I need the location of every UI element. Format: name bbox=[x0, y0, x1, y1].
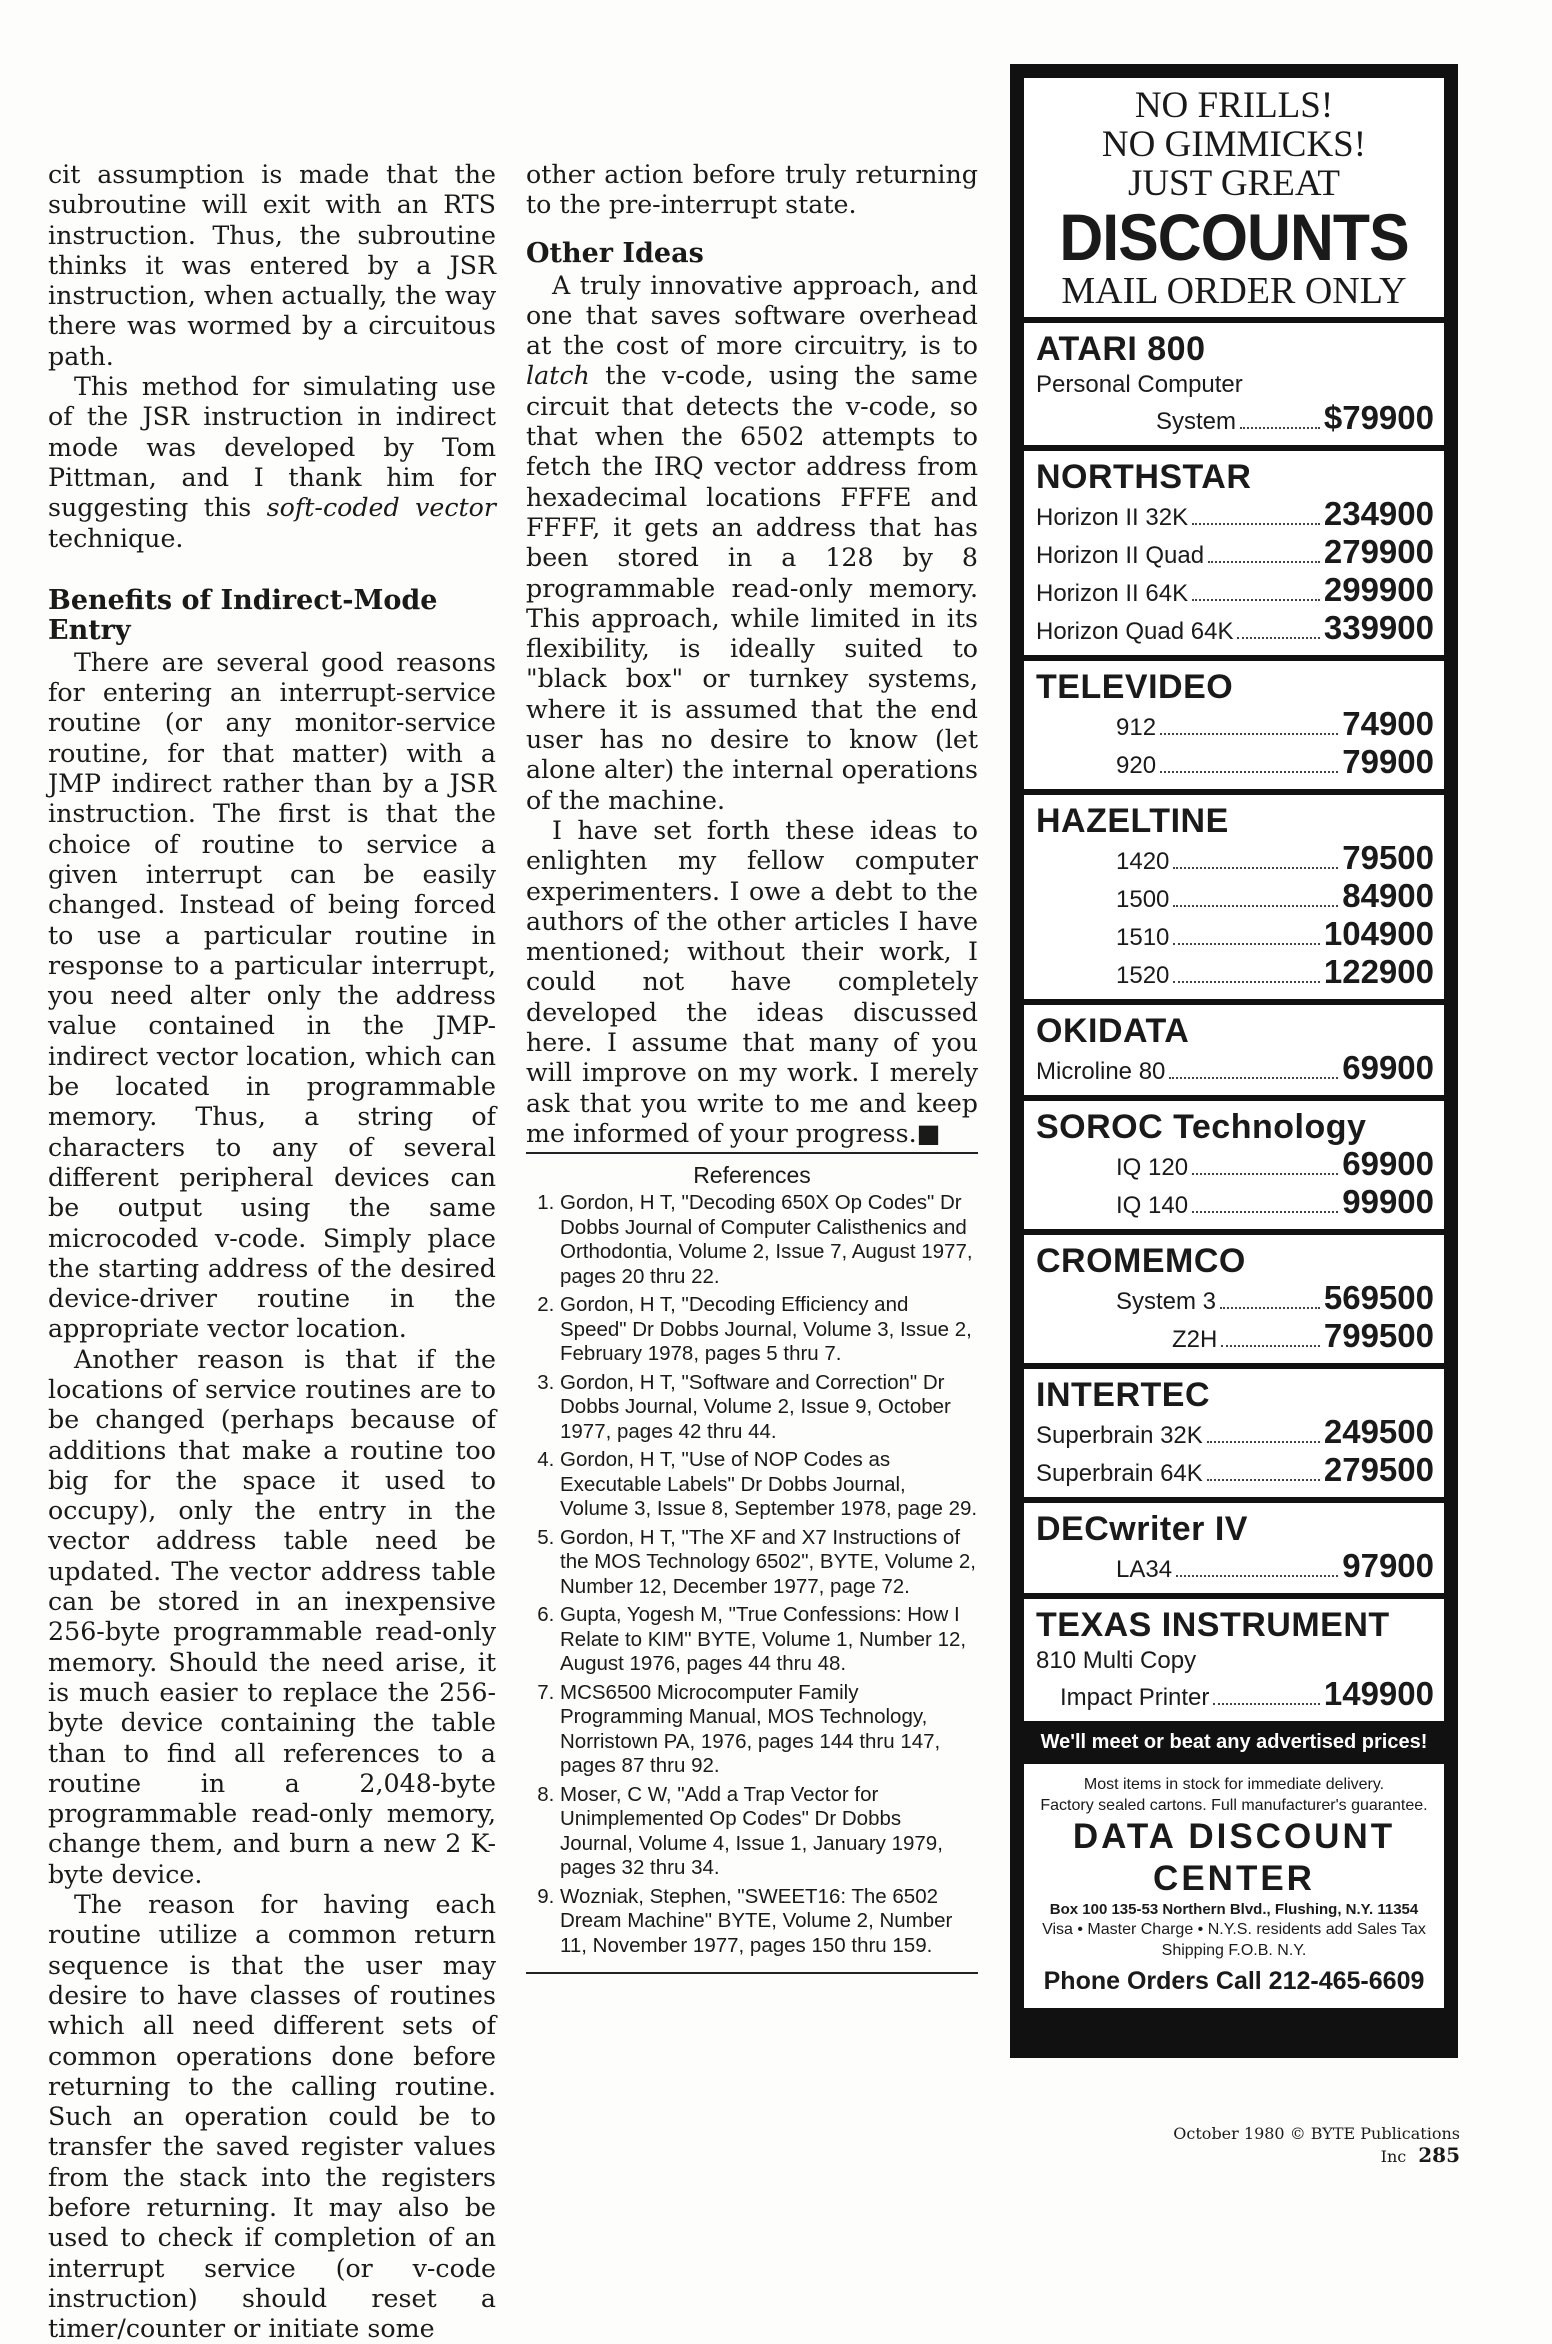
reference-item: 2. Gordon, H T, "Decoding Efficiency and Speed" Dr Dobbs Journal, Volume 3, Issue 2, February 1978, pages 5 thru 7. bbox=[560, 1293, 978, 1367]
ad-headline: NO FRILLS! bbox=[1134, 85, 1334, 126]
brand-okidata bbox=[1024, 1005, 1444, 1095]
paragraph: I have set forth these ideas to enlighten my fellow computer experimenters. I owe a debt to the authors of the other articles I have mentioned; without their work, I could not have completely developed the ideas discussed here. I assume that many of you will improve on my work. I merely ask that you write to me and keep me informed of your progress.■ bbox=[526, 815, 978, 1148]
paragraph: Another reason is that if the locations of service routines are to be changed (perhaps because of additions that make a routine too big for the space it used to occupy), only the entry in the vector address table need be updated. The vector address table can be stored in an inexpensive 256-byte programmable read-only memory. Should the need arise, it is much easier to replace the 256-byte device containing the table than to find all references to a routine in a 2,048-byte programmable read-only memory, change them, and burn a new 2 K-byte device. bbox=[48, 1344, 496, 1889]
brand-name: TEXAS INSTRUMENT bbox=[1036, 1606, 1390, 1644]
publication-line: October 1980 © BYTE Publications Inc bbox=[1173, 2124, 1460, 2166]
ad-headline: NO GIMMICKS! bbox=[1101, 124, 1367, 165]
ad-header bbox=[1024, 78, 1444, 317]
ad-mail-order: MAIL ORDER ONLY bbox=[1061, 270, 1407, 312]
price-line: IQ 120 69900 bbox=[1116, 1145, 1434, 1182]
paragraph: other action before truly returning to the pre-interrupt state. bbox=[526, 160, 978, 220]
brand-name: OKIDATA bbox=[1036, 1012, 1190, 1050]
price-line: 1500 84900 bbox=[1116, 877, 1434, 914]
reference-item: 9. Wozniak, Stephen, "SWEET16: The 6502 Dream Machine" BYTE, Volume 2, Number 11, November 1977, pages 150 thru 159. bbox=[560, 1885, 978, 1959]
brand-name: DECwriter IV bbox=[1036, 1510, 1248, 1548]
price-line: Superbrain 64K 279500 bbox=[1036, 1451, 1434, 1488]
reference-item: 7. MCS6500 Microcomputer Family Programming Manual, MOS Technology, Norristown PA, 1976, pages 144 thru 147, pages 87 thru 92. bbox=[560, 1681, 978, 1779]
sealed-note: Factory sealed cartons. Full manufacturer's guarantee. bbox=[1040, 1797, 1428, 1814]
paragraph: cit assumption is made that the subroutine will exit with an RTS instruction. Thus, the subroutine thinks it was entered by a JSR instruction, when actually, the way there was wormed by a circuitous path. bbox=[48, 160, 496, 371]
section-heading: Other Ideas bbox=[526, 237, 704, 269]
price-line: Microline 80 69900 bbox=[1036, 1049, 1434, 1086]
price-line: Horizon II 32K 234900 bbox=[1036, 495, 1434, 532]
price-line: 1420 79500 bbox=[1116, 839, 1434, 876]
references-title: References bbox=[693, 1162, 811, 1188]
reference-item: 5. Gordon, H T, "The XF and X7 Instructions of the MOS Technology 6502", BYTE, Volume 2, Number 12, December 1977, page 72. bbox=[560, 1526, 978, 1600]
price-line: Z2H 799500 bbox=[1172, 1317, 1434, 1354]
dealer-info bbox=[1024, 1764, 1444, 2008]
brand-name: ATARI 800 bbox=[1036, 330, 1206, 368]
phone-orders: Phone Orders Call 212-465-6609 bbox=[1043, 1967, 1425, 1995]
payment-note: Visa • Master Charge • N.Y.S. residents add Sales Tax bbox=[1042, 1921, 1426, 1938]
reference-item: 4. Gordon, H T, "Use of NOP Codes as Executable Labels" Dr Dobbs Journal, Volume 3, Issue 8, September 1978, page 29. bbox=[560, 1448, 978, 1522]
price-line: Impact Printer 149900 bbox=[1060, 1675, 1434, 1712]
advertisement bbox=[1010, 64, 1458, 2058]
dealer-name: DATA DISCOUNT CENTER bbox=[1072, 1817, 1396, 1898]
price-line: 1520 122900 bbox=[1116, 953, 1434, 990]
brand-decwriter bbox=[1024, 1503, 1444, 1593]
page-number: 285 bbox=[1418, 2143, 1460, 2167]
end-mark: ■ bbox=[916, 1118, 941, 1148]
ad-discounts: DISCOUNTS bbox=[1059, 200, 1409, 274]
brand-cromemco bbox=[1024, 1235, 1444, 1363]
brand-intertec bbox=[1024, 1369, 1444, 1497]
dealer-address: Box 100 135-53 Northern Blvd., Flushing, N.Y. 11354 bbox=[1049, 1901, 1419, 1918]
page-footer bbox=[1100, 2124, 1460, 2167]
reference-item: 1. Gordon, H T, "Decoding 650X Op Codes" Dr Dobbs Journal of Computer Calisthenics and Orthodontia, Volume 2, Issue 7, August 1977, pages 20 thru 22. bbox=[560, 1191, 978, 1289]
price-line: IQ 140 99900 bbox=[1116, 1183, 1434, 1220]
price-line: Superbrain 32K 249500 bbox=[1036, 1413, 1434, 1450]
brand-name: INTERTEC bbox=[1036, 1376, 1210, 1414]
price-line: Horizon II Quad 279900 bbox=[1036, 533, 1434, 570]
shipping-note: Shipping F.O.B. N.Y. bbox=[1161, 1942, 1307, 1959]
article-column-2 bbox=[526, 160, 978, 1149]
meet-or-beat-banner: We'll meet or beat any advertised prices! bbox=[1024, 1727, 1444, 1764]
brand-name: CROMEMCO bbox=[1036, 1242, 1246, 1280]
price-line: LA34 97900 bbox=[1116, 1547, 1434, 1584]
section-heading: Benefits of Indirect-Mode Entry bbox=[48, 584, 438, 646]
brand-hazeltine bbox=[1024, 795, 1444, 999]
paragraph: There are several good reasons for entering an interrupt-service routine (or any monitor-service routine, for that matter) with a JMP indirect rather than by a JSR instruction. The first is that the choice of routine to service a given interrupt can be easily changed. Instead of being forced to use a particular routine in response to a particular interrupt, you need alter only the address value contained in the JMP-indirect vector location, which can be located in programmable memory. Thus, a string of characters to any of several different peripheral devices can be output using the same microcoded v-code. Simply place the starting address of the desired device-driver routine in the appropriate vector location. bbox=[48, 647, 496, 1344]
price-line: 912 74900 bbox=[1116, 705, 1434, 742]
price-line: 1510 104900 bbox=[1116, 915, 1434, 952]
references-section bbox=[526, 1152, 978, 1974]
references-list bbox=[526, 1191, 978, 1958]
brand-atari bbox=[1024, 323, 1444, 445]
brand-televideo bbox=[1024, 661, 1444, 789]
reference-item: 8. Moser, C W, "Add a Trap Vector for Unimplemented Op Codes" Dr Dobbs Journal, Volume 4, Issue 1, January 1979, pages 32 thru 34. bbox=[560, 1783, 978, 1881]
brand-name: SOROC Technology bbox=[1036, 1108, 1367, 1146]
brand-name: TELEVIDEO bbox=[1036, 668, 1234, 706]
paragraph: The reason for having each routine utilize a common return sequence is that the user may desire to have classes of routines which all need different sets of common operations done before returning to the calling routine. Such an operation could be to transfer the saved register values from the stack into the registers before returning. It may also be used to check if completion of an interrupt service (or v-code instruction) should reset a timer/counter or initiate some bbox=[48, 1890, 496, 2344]
ad-headline: JUST GREAT bbox=[1127, 163, 1341, 204]
brand-northstar bbox=[1024, 451, 1444, 655]
price-line: 920 79900 bbox=[1116, 743, 1434, 780]
brand-name: NORTHSTAR bbox=[1036, 458, 1252, 496]
price-line: System $79900 bbox=[1156, 399, 1434, 436]
price-line: Horizon II 64K 299900 bbox=[1036, 571, 1434, 608]
paragraph: A truly innovative approach, and one that saves software overhead at the cost of more circuitry, is to latch the v-code, using the same circuit that detects the v-code, so that when the 6502 attempts to fetch the IRQ vector address from hexadecimal locations FFFE and FFFF, it gets an address that has been stored in a 128 by 8 programmable read-only memory. This approach, while limited in its flexibility, is ideally suited to "black box" or turnkey systems, where it is assumed that the end user has no desire to know (let alone alter) the internal operations of the machine. bbox=[526, 270, 978, 815]
brand-name: HAZELTINE bbox=[1036, 802, 1229, 840]
paragraph: This method for simulating use of the JSR instruction in indirect mode was developed by Tom Pittman, and I thank him for suggesting this soft-coded vector technique. bbox=[48, 372, 496, 553]
brand-texas-instrument bbox=[1024, 1599, 1444, 1721]
reference-item: 3. Gordon, H T, "Software and Correction" Dr Dobbs Journal, Volume 2, Issue 9, October 1977, pages 42 thru 44. bbox=[560, 1371, 978, 1445]
stock-note: Most items in stock for immediate delivery. bbox=[1083, 1776, 1385, 1793]
price-line: Horizon Quad 64K 339900 bbox=[1036, 609, 1434, 646]
reference-item: 6. Gupta, Yogesh M, "True Confessions: How I Relate to KIM" BYTE, Volume 1, Number 12, August 1976, pages 44 thru 48. bbox=[560, 1603, 978, 1677]
brand-soroc bbox=[1024, 1101, 1444, 1229]
article-column-1 bbox=[48, 160, 496, 2344]
product-desc: Personal Computer bbox=[1036, 371, 1243, 398]
price-line: System 3 569500 bbox=[1116, 1279, 1434, 1316]
product-desc: 810 Multi Copy bbox=[1036, 1647, 1197, 1674]
